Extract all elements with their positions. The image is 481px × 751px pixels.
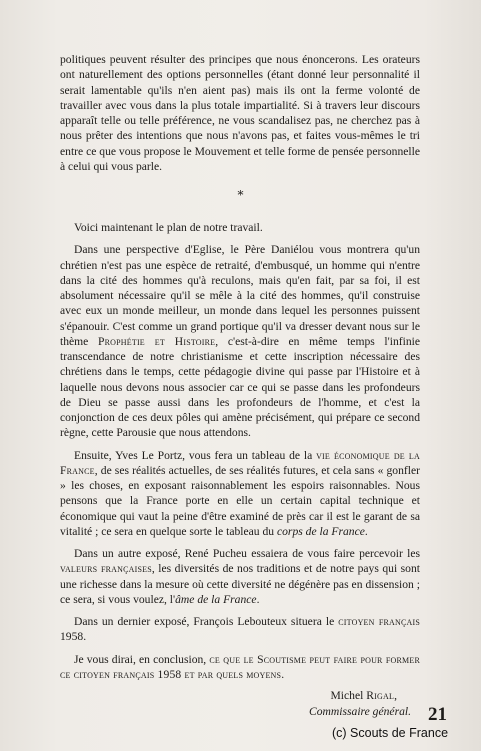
theme-prophetie-histoire: Prophétie et Histoire [97,334,216,348]
signature-first-name: Michel [330,689,367,702]
text-run: , les diversités de nos traditions et de notre pays qui sont une richesse dans la mesure où cette diversité ne dégénère pas en dissension ; ce sera, si vous voulez, l' [60,562,420,606]
text-run: Dans une perspective d'Eglise, le Père Daniélou vous montrera qu'un chrétien n'est pas une espèce de retraité, d'embusqué, un homme qui n'entre dans la cité des hommes qu'à reculons, mais qu'en fait, par sa foi, il est absolument nécessaire qu'il se mêle à la cité des hommes, qu'il construise avec eux un monde meilleur, un monde dans lequel les personnes puissent s'épanouir. C'est comme un grand portique qu'il va dresser devant nous sur le thème [60,243,420,348]
paragraph-le-portz [60,448,420,540]
text-run: , de ses réalités actuelles, de ses réalités futures, et cela sans « gonfler » les choses, en exposant raisonnablement les espoirs raisonnables. Nous pensons que la France porte en elle un certain capital technique et économique qui vaut la peine d'être examiné de près car il est le garant de sa vitalité ; ce sera en quelque sorte le tableau du [60,463,420,538]
text-run: Dans un dernier exposé, François Lebouteux situera le [74,615,339,628]
body-text-plan [60,220,420,682]
signature-role: Commissaire général. [309,704,411,718]
italic-corps-de-la-france: corps de la France [276,524,365,538]
text-run: . [256,592,260,606]
text-run: . [364,524,368,538]
paragraph-lebouteux [60,614,420,645]
text-run: Ensuite, Yves Le Portz, vous fera un tableau de la [74,448,317,462]
copyright-watermark: (c) Scouts de France [332,726,449,740]
theme-valeurs-francaises: valeurs françaises [60,562,152,576]
section-separator-star: * [237,188,244,202]
signature-name [309,688,411,704]
text-run: . [281,667,285,681]
body-text [60,52,420,174]
signature-last-name: Rigal [366,689,395,702]
theme-scoutisme: ce que le Scoutisme peut faire pour former ce citoyen français 1958 et par quels moyens [60,652,420,681]
theme-citoyen-francais: citoyen français [338,615,420,628]
text-run: , c'est-à-dire en même temps l'infinie transcendance de notre christianisme et cette inscription nécessaire des chrétiens dans le temps, cette pédagogie divine qui passe par l'Histoire et à laquelle nous devons nous associer car ce qui se passe dans les profondeurs de Dieu se passe aussi dans les profondeurs de l'homme, et c'est la conjonction de ces deux pôles qui amène précisément, qui prépare ce second règne, cette Parousie que nous attendons. [60,334,420,440]
paragraph-intro: politiques peuvent résulter des principes que nous énoncerons. Les orateurs ont naturellement des options personnelles (étant donné leur personnalité il serait lamentable qu'ils n'en aient pas) mais ils ont la ferme volonté de travailler avec vous dans la plus totale impartialité. Si à travers leur discours apparaît telle ou telle préférence, ne vous scandalisez pas, ne cherchez pas à nous prêter des intentions que nous n'avons pas, et faites vous-mêmes le tri entre ce que vous propose le Mouvement et telle forme de pensée personnelle à celui qui vous parle. [60,53,420,173]
paragraph-pucheu [60,546,420,607]
paragraph-danielou [60,242,420,440]
text-run: , [394,689,397,702]
text-run: 1958. [60,630,87,644]
paragraph-plan: Voici maintenant le plan de notre travail. [74,221,263,234]
theme-vie-economique: vie économique de la France [60,448,420,477]
italic-ame-de-la-france: âme de la France [175,592,257,606]
text-run: Dans un autre exposé, René Pucheu essaiera de vous faire percevoir les [74,547,420,560]
page-number: 21 [428,704,447,725]
signature-block [309,688,411,719]
text-run: Je vous dirai, en conclusion, [74,652,210,666]
paragraph-conclusion [60,652,420,683]
